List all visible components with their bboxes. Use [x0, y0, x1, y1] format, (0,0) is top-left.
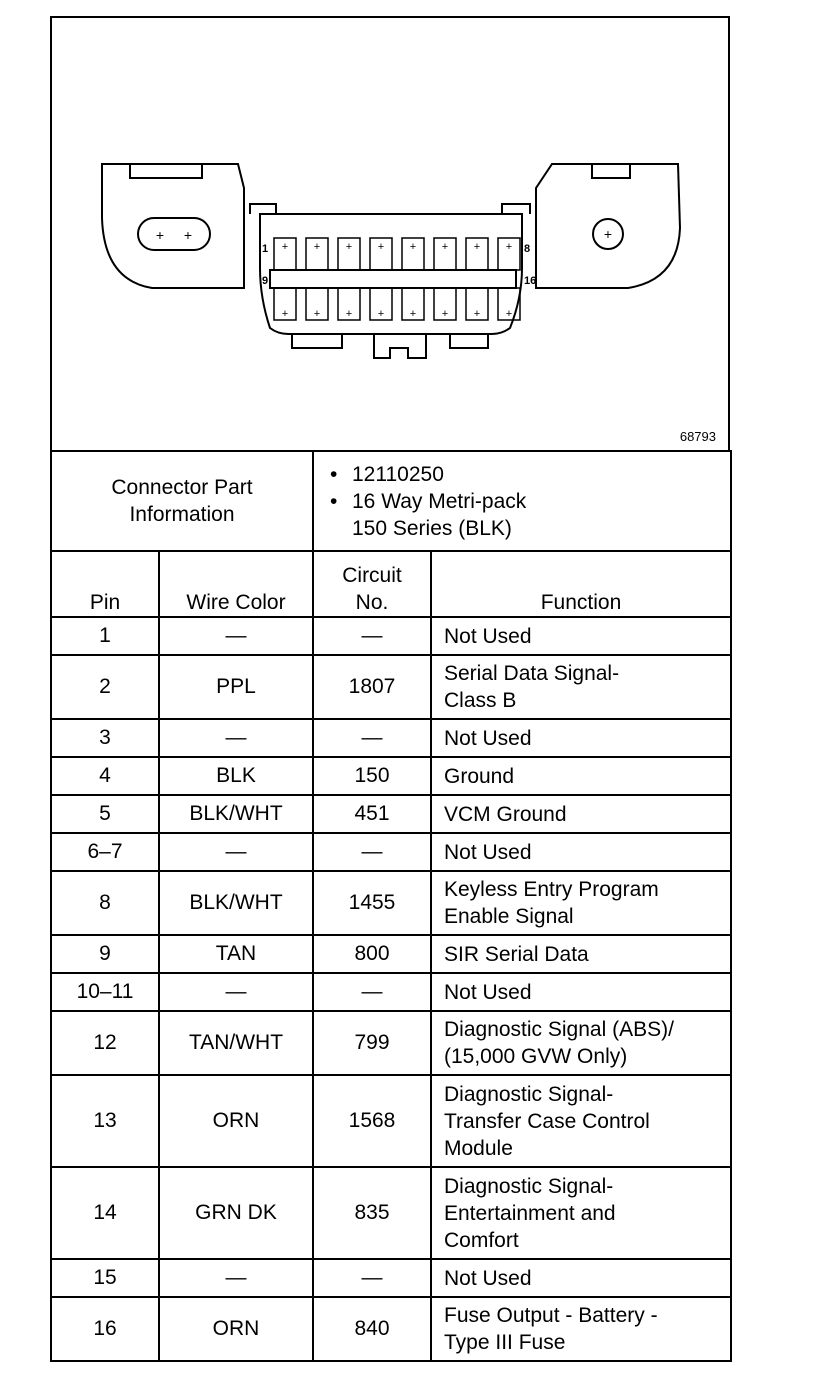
- table-row: [51, 617, 731, 655]
- table-row: [51, 795, 731, 833]
- table-row: [51, 935, 731, 973]
- figure-id: 68793: [679, 429, 716, 444]
- pin-label-9: 9: [262, 275, 269, 287]
- function-cell: [431, 935, 731, 973]
- function-cell: [431, 871, 731, 935]
- pin-cell: 1: [51, 617, 159, 655]
- function-line: Fuse Output - Battery -: [444, 1304, 658, 1327]
- svg-text:+: +: [505, 308, 513, 320]
- svg-text:+: +: [281, 241, 289, 253]
- table-row: [51, 1075, 731, 1167]
- function-line: Keyless Entry Program: [444, 878, 659, 901]
- pin-label-16: 16: [524, 275, 537, 287]
- pin-cell: 5: [51, 795, 159, 833]
- pin-cell: 15: [51, 1259, 159, 1297]
- svg-text:+: +: [409, 241, 417, 253]
- svg-text:+: +: [409, 308, 417, 320]
- pin-cell: 4: [51, 757, 159, 795]
- pin-cell: 3: [51, 719, 159, 757]
- function-cell: [431, 1259, 731, 1297]
- svg-text:+: +: [313, 308, 321, 320]
- pin-cell: 16: [51, 1297, 159, 1361]
- table-row: [51, 833, 731, 871]
- function-line: Diagnostic Signal-: [444, 1082, 614, 1106]
- left-mounting-slot: [138, 218, 210, 250]
- function-line: Class B: [444, 689, 517, 712]
- function-line: Not Used: [444, 624, 532, 648]
- function-cell: [431, 757, 731, 795]
- connector-info-label: [51, 451, 313, 551]
- pin-label-1: 1: [262, 243, 269, 255]
- svg-text:+: +: [345, 308, 353, 320]
- circuit-cell: 451: [313, 795, 431, 833]
- table-row: [51, 655, 731, 719]
- function-cell: [431, 1167, 731, 1259]
- svg-text:+: +: [345, 241, 353, 253]
- pin-table: [50, 450, 732, 1362]
- svg-text:+: +: [473, 308, 481, 320]
- function-line: Not Used: [444, 726, 532, 750]
- svg-text:+: +: [441, 308, 449, 320]
- function-line: (15,000 GVW Only): [444, 1045, 628, 1068]
- connector-type-line2: 150 Series (BLK): [352, 516, 512, 540]
- svg-text:+: +: [281, 308, 289, 320]
- table-row: [51, 1011, 731, 1075]
- function-cell: [431, 833, 731, 871]
- connector-info-list: [313, 451, 731, 551]
- terminal-row-top: [274, 238, 520, 270]
- column-header-wire-color: Wire Color: [159, 551, 313, 617]
- svg-text:+: +: [183, 227, 193, 243]
- wire-color-cell: —: [159, 719, 313, 757]
- table-header-row: [51, 551, 731, 617]
- pin-cell: 13: [51, 1075, 159, 1167]
- function-cell: [431, 795, 731, 833]
- svg-text:+: +: [155, 227, 165, 243]
- wire-color-cell: —: [159, 1259, 313, 1297]
- right-ear-tab: [592, 164, 630, 178]
- circuit-cell: 799: [313, 1011, 431, 1075]
- function-line: Type III Fuse: [444, 1331, 566, 1354]
- function-line: Comfort: [444, 1228, 519, 1252]
- circuit-cell: —: [313, 719, 431, 757]
- connector-info-row: [51, 451, 731, 551]
- table-row: [51, 871, 731, 935]
- column-header-circuit-line1: Circuit: [342, 564, 402, 587]
- function-line: Ground: [444, 764, 515, 788]
- pin-label-8: 8: [524, 243, 531, 255]
- function-line: Serial Data Signal-: [444, 662, 620, 685]
- wire-color-cell: TAN/WHT: [159, 1011, 313, 1075]
- connector-info-item: [330, 488, 724, 515]
- pin-cell: 8: [51, 871, 159, 935]
- function-cell: [431, 1075, 731, 1167]
- function-cell: [431, 655, 731, 719]
- function-line: VCM Ground: [444, 802, 567, 826]
- bottom-tab-right: [450, 334, 488, 348]
- circuit-cell: —: [313, 1259, 431, 1297]
- circuit-cell: 835: [313, 1167, 431, 1259]
- wire-color-cell: —: [159, 973, 313, 1011]
- circuit-cell: —: [313, 833, 431, 871]
- svg-text:+: +: [377, 241, 385, 253]
- part-number: 12110250: [352, 462, 444, 486]
- wire-color-cell: ORN: [159, 1297, 313, 1361]
- connector-info-item: [330, 461, 724, 488]
- svg-text:+: +: [313, 241, 321, 253]
- table-row: [51, 1167, 731, 1259]
- pin-cell: 12: [51, 1011, 159, 1075]
- function-cell: [431, 1011, 731, 1075]
- function-line: Not Used: [444, 840, 532, 864]
- column-header-circuit-line2: No.: [355, 591, 389, 614]
- function-line: Not Used: [444, 980, 532, 1004]
- circuit-cell: —: [313, 617, 431, 655]
- wire-color-cell: —: [159, 617, 313, 655]
- function-line: Diagnostic Signal-: [444, 1174, 614, 1198]
- wire-color-cell: TAN: [159, 935, 313, 973]
- connector-diagram-panel: [50, 16, 730, 452]
- function-line: Transfer Case Control: [444, 1109, 650, 1133]
- pin-cell: 9: [51, 935, 159, 973]
- circuit-cell: 800: [313, 935, 431, 973]
- svg-text:+: +: [377, 308, 385, 320]
- table-row: [51, 757, 731, 795]
- svg-text:+: +: [473, 241, 481, 253]
- circuit-cell: —: [313, 973, 431, 1011]
- function-line: Module: [444, 1136, 513, 1160]
- table-row: [51, 719, 731, 757]
- wire-color-cell: BLK/WHT: [159, 795, 313, 833]
- wire-color-cell: ORN: [159, 1075, 313, 1167]
- pin-cell: 2: [51, 655, 159, 719]
- function-cell: [431, 973, 731, 1011]
- circuit-cell: 1568: [313, 1075, 431, 1167]
- wire-color-cell: PPL: [159, 655, 313, 719]
- connector-sheet: [50, 16, 730, 1376]
- connector-info-item-continued: [352, 515, 724, 542]
- function-line: Not Used: [444, 1266, 532, 1290]
- connector-diagram: [52, 18, 728, 452]
- circuit-cell: 1807: [313, 655, 431, 719]
- function-line: SIR Serial Data: [444, 942, 589, 966]
- housing-top-lip: [250, 204, 530, 214]
- wire-color-cell: BLK/WHT: [159, 871, 313, 935]
- pin-divider-bar: [270, 270, 516, 288]
- svg-text:+: +: [441, 241, 449, 253]
- column-header-function: Function: [431, 551, 731, 617]
- connector-type-line1: 16 Way Metri-pack: [352, 489, 527, 513]
- circuit-cell: 840: [313, 1297, 431, 1361]
- circuit-cell: 1455: [313, 871, 431, 935]
- function-cell: [431, 719, 731, 757]
- terminal-row-bottom: [274, 288, 520, 320]
- bullet: •: [330, 462, 338, 486]
- column-header-circuit: [313, 551, 431, 617]
- bottom-tab-left: [292, 334, 342, 348]
- function-cell: [431, 1297, 731, 1361]
- wire-color-cell: —: [159, 833, 313, 871]
- wire-color-cell: BLK: [159, 757, 313, 795]
- left-ear-tab: [130, 164, 202, 178]
- function-line: Diagnostic Signal (ABS)/: [444, 1018, 674, 1041]
- table-row: [51, 973, 731, 1011]
- svg-text:+: +: [603, 226, 613, 242]
- table-row: [51, 1297, 731, 1361]
- connector-info-label-line1: Connector Part: [111, 476, 253, 499]
- pin-cell: 10–11: [51, 973, 159, 1011]
- svg-text:+: +: [505, 241, 513, 253]
- column-header-pin: Pin: [51, 551, 159, 617]
- function-cell: [431, 617, 731, 655]
- wire-color-cell: GRN DK: [159, 1167, 313, 1259]
- circuit-cell: 150: [313, 757, 431, 795]
- pin-cell: 14: [51, 1167, 159, 1259]
- connector-info-label-line2: Information: [129, 503, 235, 526]
- left-mounting-ear: [102, 164, 244, 288]
- function-line: Enable Signal: [444, 905, 574, 928]
- table-row: [51, 1259, 731, 1297]
- bottom-key: [374, 334, 426, 358]
- function-line: Entertainment and: [444, 1201, 616, 1225]
- pin-cell: 6–7: [51, 833, 159, 871]
- bullet: •: [330, 489, 338, 513]
